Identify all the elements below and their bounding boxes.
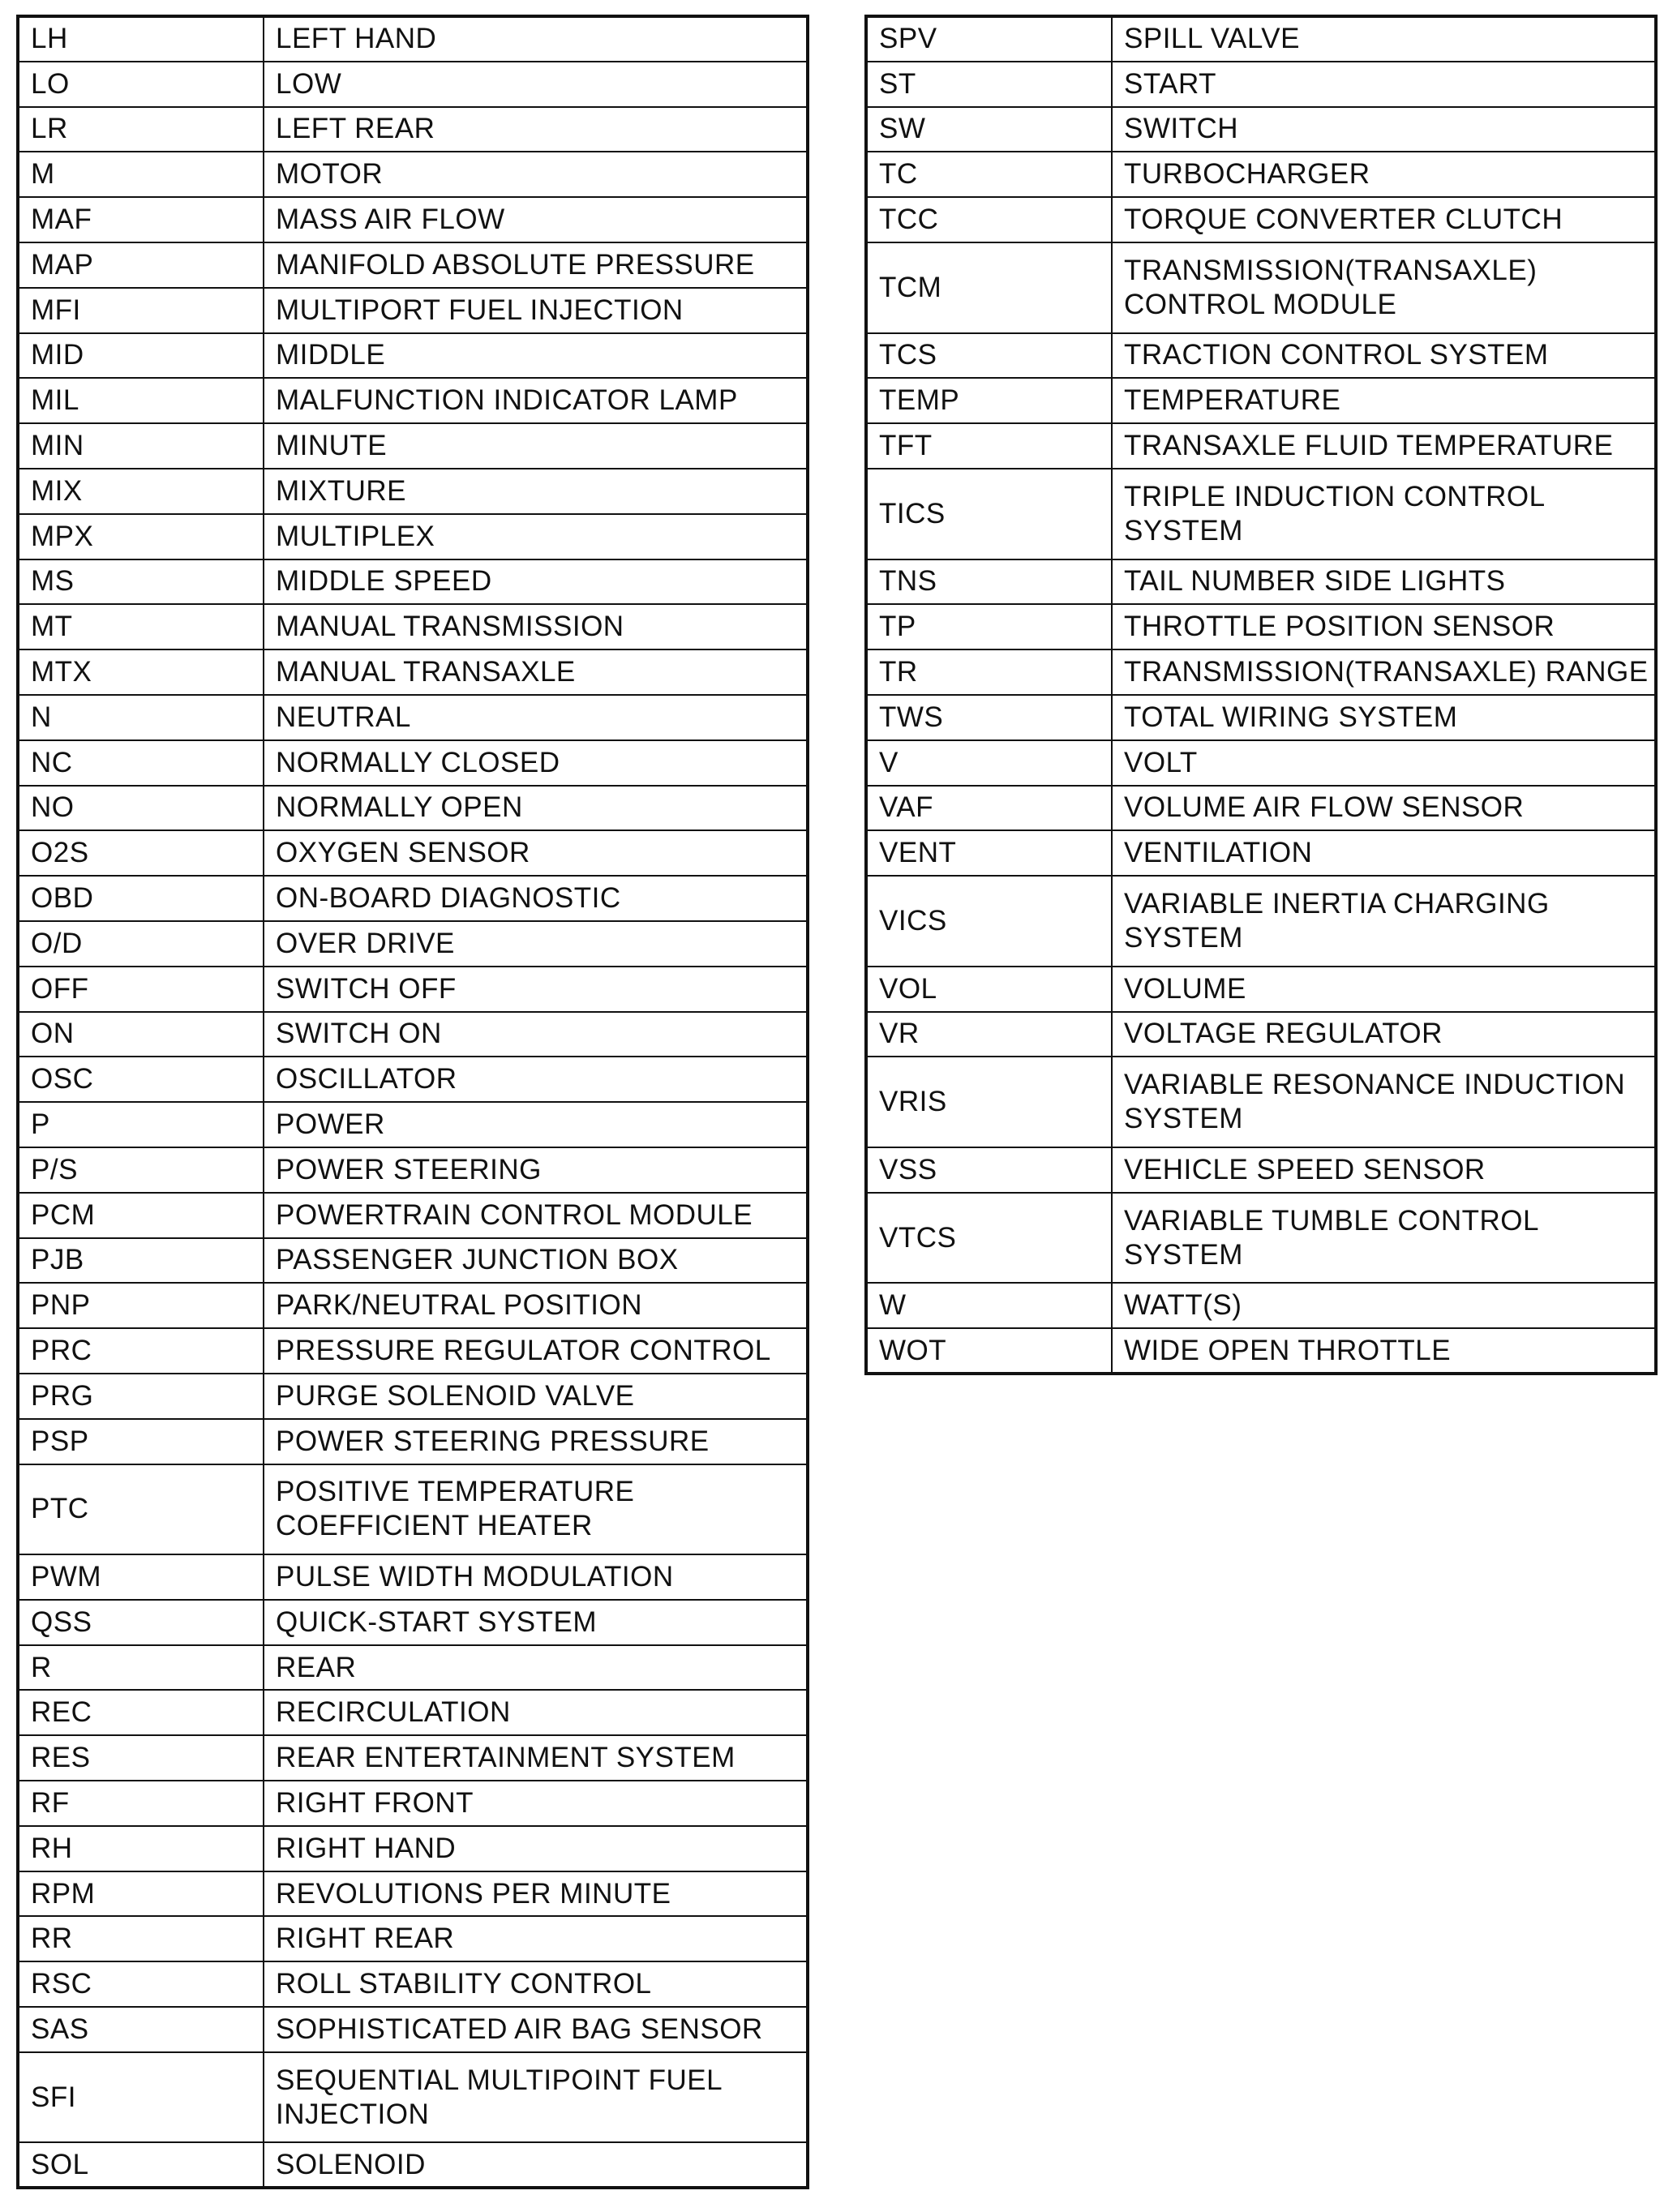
abbreviation-cell: MAP (18, 242, 264, 288)
meaning-cell: MANUAL TRANSAXLE (264, 649, 808, 695)
meaning-cell: START (1112, 62, 1656, 107)
abbreviation-cell: TWS (866, 695, 1112, 740)
meaning-cell: VOLTAGE REGULATOR (1112, 1012, 1656, 1057)
abbreviation-cell: O2S (18, 830, 264, 876)
table-row (866, 1193, 1656, 1284)
abbreviation-table-right-body (866, 16, 1656, 1374)
table-row (18, 1871, 808, 1917)
abbreviation-cell: SPV (866, 16, 1112, 62)
table-row (866, 876, 1656, 967)
meaning-cell: POWER STEERING PRESSURE (264, 1419, 808, 1464)
table-row (18, 1554, 808, 1600)
meaning-cell: ROLL STABILITY CONTROL (264, 1961, 808, 2007)
table-row (18, 242, 808, 288)
table-row (866, 740, 1656, 786)
abbreviation-cell: TC (866, 152, 1112, 197)
table-row (866, 967, 1656, 1012)
abbreviation-cell: LO (18, 62, 264, 107)
meaning-cell: PARK/NEUTRAL POSITION (264, 1283, 808, 1328)
table-row (866, 333, 1656, 379)
meaning-cell: TRACTION CONTROL SYSTEM (1112, 333, 1656, 379)
meaning-cell: POWER STEERING (264, 1147, 808, 1193)
meaning-cell: SOPHISTICATED AIR BAG SENSOR (264, 2007, 808, 2052)
meaning-cell: TEMPERATURE (1112, 378, 1656, 423)
table-row (18, 514, 808, 559)
table-row (18, 1283, 808, 1328)
abbreviation-cell: VRIS (866, 1057, 1112, 1147)
meaning-cell: POWERTRAIN CONTROL MODULE (264, 1193, 808, 1238)
abbreviation-cell: RR (18, 1916, 264, 1961)
abbreviation-cell: MTX (18, 649, 264, 695)
abbreviation-cell: TICS (866, 469, 1112, 559)
meaning-cell: RIGHT HAND (264, 1826, 808, 1871)
meaning-cell: PURGE SOLENOID VALVE (264, 1374, 808, 1419)
meaning-cell: SWITCH OFF (264, 967, 808, 1012)
table-row (18, 1012, 808, 1057)
abbreviation-cell: MFI (18, 288, 264, 333)
table-row (866, 378, 1656, 423)
abbreviation-cell: RF (18, 1781, 264, 1826)
abbreviation-cell: MS (18, 559, 264, 605)
meaning-cell: VENTILATION (1112, 830, 1656, 876)
meaning-cell: PRESSURE REGULATOR CONTROL (264, 1328, 808, 1374)
abbreviation-cell: PTC (18, 1464, 264, 1555)
meaning-cell: TORQUE CONVERTER CLUTCH (1112, 197, 1656, 242)
meaning-cell: LOW (264, 62, 808, 107)
meaning-cell: VOLUME AIR FLOW SENSOR (1112, 786, 1656, 831)
meaning-cell: MULTIPLEX (264, 514, 808, 559)
abbreviation-table-left-body (18, 16, 808, 2188)
table-row (18, 740, 808, 786)
abbreviation-cell: VSS (866, 1147, 1112, 1193)
meaning-cell: NORMALLY CLOSED (264, 740, 808, 786)
meaning-cell: NEUTRAL (264, 695, 808, 740)
abbreviation-cell: VICS (866, 876, 1112, 967)
abbreviation-cell: LR (18, 107, 264, 152)
table-row (866, 469, 1656, 559)
table-row (18, 1374, 808, 1419)
abbreviation-cell: SAS (18, 2007, 264, 2052)
table-row (866, 649, 1656, 695)
table-row (18, 1238, 808, 1284)
abbreviation-cell: PRG (18, 1374, 264, 1419)
table-row (18, 1419, 808, 1464)
abbreviation-cell: OFF (18, 967, 264, 1012)
abbreviation-cell: PJB (18, 1238, 264, 1284)
abbreviation-cell: MAF (18, 197, 264, 242)
abbreviation-cell: MIL (18, 378, 264, 423)
table-row (866, 830, 1656, 876)
abbreviation-cell: TNS (866, 559, 1112, 605)
meaning-cell: LEFT HAND (264, 16, 808, 62)
abbreviation-cell: O/D (18, 921, 264, 967)
meaning-cell: SPILL VALVE (1112, 16, 1656, 62)
table-row (866, 423, 1656, 469)
table-row (18, 876, 808, 921)
abbreviation-cell: MPX (18, 514, 264, 559)
table-row (18, 378, 808, 423)
meaning-cell: LEFT REAR (264, 107, 808, 152)
meaning-cell: REAR (264, 1645, 808, 1691)
table-row (18, 2142, 808, 2188)
meaning-cell: OVER DRIVE (264, 921, 808, 967)
meaning-cell: PASSENGER JUNCTION BOX (264, 1238, 808, 1284)
meaning-cell: THROTTLE POSITION SENSOR (1112, 604, 1656, 649)
abbreviation-cell: MID (18, 333, 264, 379)
abbreviation-cell: NC (18, 740, 264, 786)
meaning-cell: MALFUNCTION INDICATOR LAMP (264, 378, 808, 423)
abbreviation-cell: REC (18, 1690, 264, 1735)
table-row (18, 1600, 808, 1645)
abbreviation-cell: VOL (866, 967, 1112, 1012)
abbreviation-cell: OBD (18, 876, 264, 921)
abbreviation-cell: PNP (18, 1283, 264, 1328)
abbreviation-cell: TP (866, 604, 1112, 649)
meaning-cell: OSCILLATOR (264, 1057, 808, 1102)
table-row (866, 1057, 1656, 1147)
abbreviation-cell: TCM (866, 242, 1112, 333)
table-row (18, 1690, 808, 1735)
abbreviation-cell: NO (18, 786, 264, 831)
meaning-cell: SWITCH (1112, 107, 1656, 152)
abbreviation-cell: V (866, 740, 1112, 786)
abbreviation-cell: PSP (18, 1419, 264, 1464)
table-row (866, 1283, 1656, 1328)
meaning-cell: RIGHT REAR (264, 1916, 808, 1961)
table-row (18, 1961, 808, 2007)
table-row (18, 2007, 808, 2052)
abbreviation-cell: N (18, 695, 264, 740)
table-row (18, 1645, 808, 1691)
table-row (18, 921, 808, 967)
table-row (18, 2052, 808, 2143)
abbreviation-cell: RPM (18, 1871, 264, 1917)
table-row (18, 152, 808, 197)
table-row (18, 1826, 808, 1871)
abbreviation-cell: R (18, 1645, 264, 1691)
meaning-cell: VARIABLE RESONANCE INDUCTION SYSTEM (1112, 1057, 1656, 1147)
table-row (18, 197, 808, 242)
meaning-cell: NORMALLY OPEN (264, 786, 808, 831)
meaning-cell: VEHICLE SPEED SENSOR (1112, 1147, 1656, 1193)
meaning-cell: TAIL NUMBER SIDE LIGHTS (1112, 559, 1656, 605)
meaning-cell: TRANSAXLE FLUID TEMPERATURE (1112, 423, 1656, 469)
table-row (18, 695, 808, 740)
meaning-cell: VARIABLE TUMBLE CONTROL SYSTEM (1112, 1193, 1656, 1284)
meaning-cell: PULSE WIDTH MODULATION (264, 1554, 808, 1600)
meaning-cell: RECIRCULATION (264, 1690, 808, 1735)
abbreviation-cell: VENT (866, 830, 1112, 876)
abbreviation-cell: VR (866, 1012, 1112, 1057)
table-row (18, 1193, 808, 1238)
meaning-cell: SOLENOID (264, 2142, 808, 2188)
table-row (866, 152, 1656, 197)
table-row (866, 107, 1656, 152)
abbreviation-cell: RSC (18, 1961, 264, 2007)
abbreviation-cell: PWM (18, 1554, 264, 1600)
table-row (18, 423, 808, 469)
meaning-cell: VARIABLE INERTIA CHARGING SYSTEM (1112, 876, 1656, 967)
abbreviation-cell: PCM (18, 1193, 264, 1238)
table-row (18, 1057, 808, 1102)
table-row (866, 559, 1656, 605)
table-row (18, 16, 808, 62)
abbreviation-cell: TCC (866, 197, 1112, 242)
table-row (866, 1147, 1656, 1193)
abbreviation-cell: ON (18, 1012, 264, 1057)
table-row (18, 107, 808, 152)
abbreviation-cell: OSC (18, 1057, 264, 1102)
meaning-cell: POWER (264, 1102, 808, 1147)
table-row (18, 559, 808, 605)
abbreviation-cell: TCS (866, 333, 1112, 379)
abbreviation-table-right (864, 15, 1658, 1375)
table-row (18, 62, 808, 107)
meaning-cell: POSITIVE TEMPERATURE COEFFICIENT HEATER (264, 1464, 808, 1555)
abbreviation-cell: MIX (18, 469, 264, 514)
table-row (866, 16, 1656, 62)
abbreviation-cell: VAF (866, 786, 1112, 831)
table-row (18, 1916, 808, 1961)
abbreviation-cell: MIN (18, 423, 264, 469)
meaning-cell: REAR ENTERTAINMENT SYSTEM (264, 1735, 808, 1781)
table-row (18, 604, 808, 649)
abbreviation-cell: QSS (18, 1600, 264, 1645)
meaning-cell: MULTIPORT FUEL INJECTION (264, 288, 808, 333)
table-row (18, 1147, 808, 1193)
abbreviation-cell: LH (18, 16, 264, 62)
meaning-cell: TRIPLE INDUCTION CONTROL SYSTEM (1112, 469, 1656, 559)
abbreviation-cell: W (866, 1283, 1112, 1328)
meaning-cell: SEQUENTIAL MULTIPOINT FUEL INJECTION (264, 2052, 808, 2143)
abbreviation-cell: WOT (866, 1328, 1112, 1374)
abbreviation-cell: M (18, 152, 264, 197)
table-row (866, 695, 1656, 740)
abbreviation-cell: PRC (18, 1328, 264, 1374)
meaning-cell: OXYGEN SENSOR (264, 830, 808, 876)
table-row (18, 967, 808, 1012)
abbreviation-cell: TFT (866, 423, 1112, 469)
abbreviation-cell: P (18, 1102, 264, 1147)
abbreviation-cell: VTCS (866, 1193, 1112, 1284)
table-row (18, 333, 808, 379)
meaning-cell: QUICK-START SYSTEM (264, 1600, 808, 1645)
meaning-cell: MIDDLE (264, 333, 808, 379)
meaning-cell: WATT(S) (1112, 1283, 1656, 1328)
table-row (18, 786, 808, 831)
table-row (866, 62, 1656, 107)
meaning-cell: MIXTURE (264, 469, 808, 514)
table-row (18, 1328, 808, 1374)
meaning-cell: TURBOCHARGER (1112, 152, 1656, 197)
table-row (866, 242, 1656, 333)
meaning-cell: SWITCH ON (264, 1012, 808, 1057)
abbreviation-cell: SW (866, 107, 1112, 152)
abbreviation-cell: RES (18, 1735, 264, 1781)
table-row (866, 786, 1656, 831)
meaning-cell: WIDE OPEN THROTTLE (1112, 1328, 1656, 1374)
abbreviation-cell: TEMP (866, 378, 1112, 423)
table-row (18, 1464, 808, 1555)
meaning-cell: MINUTE (264, 423, 808, 469)
abbreviation-cell: P/S (18, 1147, 264, 1193)
table-row (866, 1012, 1656, 1057)
meaning-cell: MASS AIR FLOW (264, 197, 808, 242)
table-row (18, 469, 808, 514)
abbreviation-cell: MT (18, 604, 264, 649)
meaning-cell: MOTOR (264, 152, 808, 197)
meaning-cell: REVOLUTIONS PER MINUTE (264, 1871, 808, 1917)
meaning-cell: VOLT (1112, 740, 1656, 786)
meaning-cell: TOTAL WIRING SYSTEM (1112, 695, 1656, 740)
table-row (866, 1328, 1656, 1374)
table-row (18, 1735, 808, 1781)
meaning-cell: VOLUME (1112, 967, 1656, 1012)
table-row (18, 1781, 808, 1826)
abbreviation-cell: SOL (18, 2142, 264, 2188)
abbreviation-cell: RH (18, 1826, 264, 1871)
meaning-cell: MANUAL TRANSMISSION (264, 604, 808, 649)
table-row (18, 649, 808, 695)
meaning-cell: TRANSMISSION(TRANSAXLE) CONTROL MODULE (1112, 242, 1656, 333)
meaning-cell: TRANSMISSION(TRANSAXLE) RANGE (1112, 649, 1656, 695)
abbreviation-cell: SFI (18, 2052, 264, 2143)
table-row (18, 830, 808, 876)
table-row (18, 288, 808, 333)
table-row (866, 604, 1656, 649)
abbreviation-cell: TR (866, 649, 1112, 695)
meaning-cell: MANIFOLD ABSOLUTE PRESSURE (264, 242, 808, 288)
table-row (866, 197, 1656, 242)
abbreviation-table-left (16, 15, 809, 2189)
meaning-cell: ON-BOARD DIAGNOSTIC (264, 876, 808, 921)
meaning-cell: RIGHT FRONT (264, 1781, 808, 1826)
table-row (18, 1102, 808, 1147)
abbreviation-cell: ST (866, 62, 1112, 107)
meaning-cell: MIDDLE SPEED (264, 559, 808, 605)
